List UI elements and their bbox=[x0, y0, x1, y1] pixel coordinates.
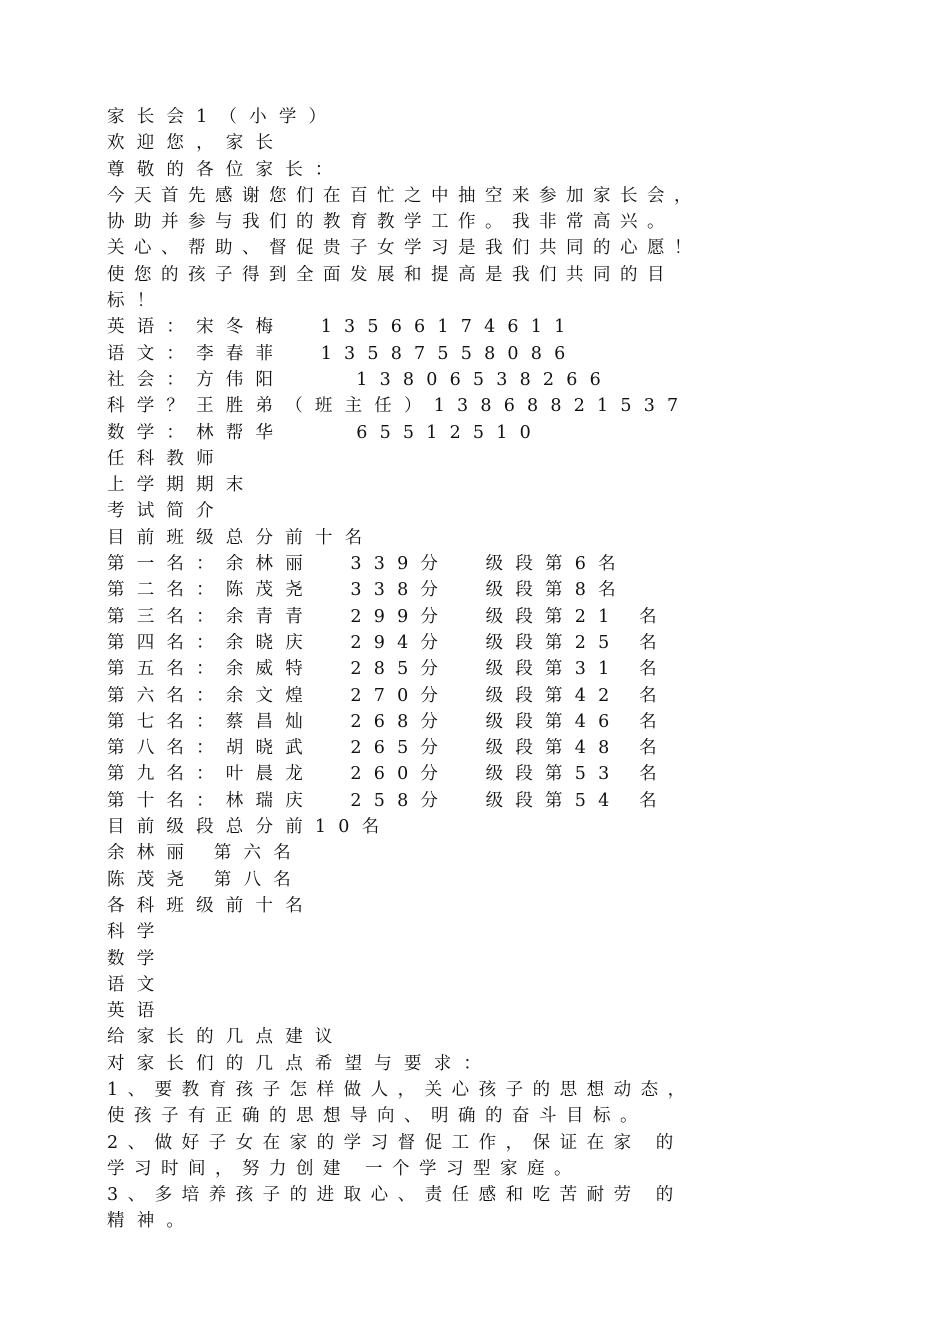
teacher-contact-english: 英语：宋冬梅 13566174611 bbox=[107, 317, 578, 338]
ranking-row: 第二名：陈茂尧 338分 级段第8名 bbox=[107, 580, 628, 601]
subject-label: 科学 bbox=[107, 922, 167, 943]
requirement-item: 3、多培养孩子的进取心、责任感和吃苦耐劳 的 bbox=[107, 1185, 683, 1206]
ranking-row: 第三名：余青青 299分 级段第21 名 bbox=[107, 606, 669, 627]
document-title: 家长会1（小学） bbox=[107, 107, 339, 127]
intro-paragraph-line: 使您的孩子得到全面发展和提高是我们共同的目 bbox=[107, 264, 674, 285]
ranking-heading: 目前班级总分前十名 bbox=[107, 527, 375, 548]
welcome-line: 欢迎您，家长 bbox=[107, 133, 286, 154]
document-body bbox=[107, 104, 867, 1235]
intro-paragraph-line: 关心、帮助、督促贵子女学习是我们共同的心愿！ bbox=[107, 238, 701, 259]
requirement-item: 使孩子有正确的思想导向、明确的奋斗目标。 bbox=[107, 1106, 647, 1127]
ranking-row: 第四名：余晓庆 294分 级段第25 名 bbox=[107, 632, 669, 653]
teacher-contact-science: 科学？王胜弟（班主任）13868821537 bbox=[107, 396, 691, 417]
section-heading: 考试简介 bbox=[107, 501, 226, 522]
teacher-contact-chinese: 语文：李春菲 13587558086 bbox=[107, 343, 578, 364]
subject-ranking-heading: 各科班级前十名 bbox=[107, 895, 315, 916]
ranking-row: 第五名：余威特 285分 级段第31 名 bbox=[107, 659, 669, 680]
ranking-row: 第一名：余林丽 339分 级段第6名 bbox=[107, 554, 628, 575]
advice-heading: 给家长的几点建议 bbox=[107, 1027, 345, 1048]
intro-paragraph-line: 今天首先感谢您们在百忙之中抽空来参加家长会， bbox=[107, 185, 701, 206]
teacher-contact-society: 社会：方伟阳 13806538266 bbox=[107, 369, 613, 390]
requirement-item: 1、要教育孩子怎样做人，关心孩子的思想动态， bbox=[107, 1079, 695, 1100]
ranking-row: 第十名：林瑞庆 258分 级段第54 名 bbox=[107, 790, 669, 811]
subject-label: 数学 bbox=[107, 948, 167, 969]
ranking-row: 第九名：叶晨龙 260分 级段第53 名 bbox=[107, 764, 669, 785]
grade-ranking-row: 陈茂尧 第八名 bbox=[107, 869, 303, 890]
subject-label: 英语 bbox=[107, 1001, 167, 1022]
intro-paragraph-line: 协助并参与我们的教育教学工作。我非常高兴。 bbox=[107, 212, 674, 233]
section-heading: 上学期期末 bbox=[107, 475, 256, 496]
ranking-row: 第六名：余文煌 270分 级段第42 名 bbox=[107, 685, 669, 706]
grade-ranking-row: 余林丽 第六名 bbox=[107, 843, 303, 864]
greeting-line: 尊敬的各位家长： bbox=[107, 159, 345, 180]
requirement-item: 精神。 bbox=[107, 1211, 197, 1232]
ranking-row: 第七名：蔡昌灿 268分 级段第46 名 bbox=[107, 711, 669, 732]
requirements-heading: 对家长们的几点希望与要求： bbox=[107, 1053, 494, 1074]
requirement-item: 2、做好子女在家的学习督促工作，保证在家 的 bbox=[107, 1132, 683, 1153]
section-heading: 任科教师 bbox=[107, 448, 226, 469]
intro-paragraph-line: 标！ bbox=[107, 291, 167, 312]
subject-label: 语文 bbox=[107, 974, 167, 995]
grade-ranking-heading: 目前级段总分前10名 bbox=[107, 817, 392, 838]
teacher-contact-math: 数学：林帮华 65512510 bbox=[107, 422, 543, 443]
requirement-item: 学习时间，努力创建 一个学习型家庭。 bbox=[107, 1158, 582, 1179]
ranking-row: 第八名：胡晓武 265分 级段第48 名 bbox=[107, 738, 669, 759]
